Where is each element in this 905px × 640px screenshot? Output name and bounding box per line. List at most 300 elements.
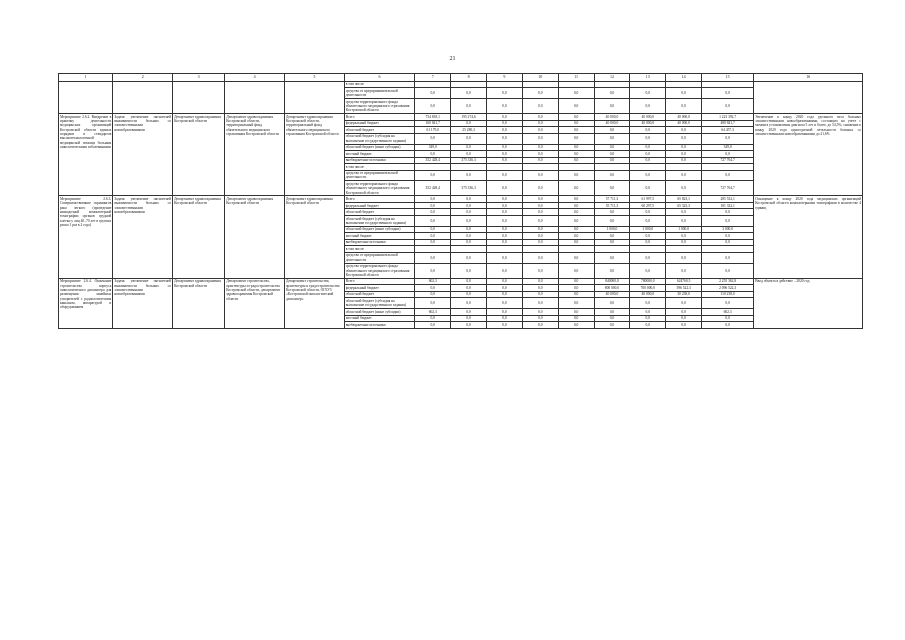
measure-name: Мероприятие 2.6.2. Внедрение в практику деятельности медицинских организаций Костромской области единых порядков и стандартов высокотехнологичной медицинской помощи больным онкологическими заболеваниями — [59, 114, 113, 196]
value-cell: 0,0 — [522, 151, 558, 158]
value-cell: 0,0 — [594, 263, 630, 278]
value-cell: 0,0 — [487, 315, 523, 322]
funding-source: в том числе: — [344, 246, 415, 253]
value-cell: 0,0 — [522, 252, 558, 263]
measure-name: Мероприятие 2.6.3. Совершенствование скринингов рака легкого (проведение низкодозной компьютерной томографии органов грудной клетки у лиц 40–70 лет в группах риска 1 раз в 2 года) — [59, 196, 113, 278]
value-cell: 0,0 — [666, 252, 702, 263]
measure-name: Мероприятие 2.6.4. Окончание строительства корпуса онкологического диспансера для размещения линейных ускорителей с радиологическим каньоном, аппаратурой и оборудованием — [59, 278, 113, 328]
value-cell: 0,0 — [558, 215, 594, 226]
value-cell: 1 000,0 — [594, 226, 630, 233]
empty-cell — [284, 81, 344, 113]
executor: Департамент здравоохранения Костромской области, территориальный фонд обязательного медицинского страхования Костромской области — [284, 114, 344, 196]
value-cell: 0,0 — [558, 133, 594, 144]
value-cell: 0,0 — [594, 233, 630, 240]
value-cell: 0,0 — [666, 181, 702, 196]
value-cell: 0,0 — [522, 144, 558, 151]
expected-result: Ввод объекта в действие – 2020 год — [754, 278, 863, 328]
task: Задача: увеличение пятилетней выживаемости больных со злокачественными новообразованиями — [113, 196, 173, 278]
value-cell: 0,0 — [702, 88, 754, 99]
value-cell: 0,0 — [487, 88, 523, 99]
responsible: Департамент здравоохранения Костромской области — [225, 196, 285, 278]
value-cell: 0,0 — [522, 133, 558, 144]
value-cell: 0,0 — [594, 215, 630, 226]
value-cell: 0,0 — [558, 151, 594, 158]
value-cell: 0,0 — [702, 315, 754, 322]
value-cell: 480 841,7 — [702, 120, 754, 127]
executor: Департамент здравоохранения Костромской области — [284, 196, 344, 278]
value-cell: 0,0 — [594, 144, 630, 151]
responsible: Департамент строительства, архитектуры и градостроительства Костромской области, департамент здравоохранения Костромской области — [225, 278, 285, 328]
column-number: 1 — [59, 74, 113, 82]
value-cell: 64 457,3 — [702, 127, 754, 134]
value-cell: 0,0 — [415, 196, 451, 203]
value-cell: 0,0 — [522, 239, 558, 246]
value-cell: 40 000,0 — [666, 114, 702, 121]
value-cell: 0,0 — [522, 315, 558, 322]
value-cell: 0,0 — [415, 226, 451, 233]
task: Задача: увеличение пятилетней выживаемости больных со злокачественными новообразованиями — [113, 278, 173, 328]
value-cell: 40 000,0 — [630, 291, 666, 298]
value-cell: 40 000,0 — [630, 114, 666, 121]
value-cell: 0,0 — [558, 127, 594, 134]
value-cell: 0,0 — [487, 309, 523, 316]
value-cell: 602,3 — [415, 309, 451, 316]
value-cell: 0,0 — [487, 298, 523, 309]
value-cell: 0,0 — [522, 291, 558, 298]
value-cell: 0,0 — [594, 309, 630, 316]
value-cell: 0,0 — [558, 196, 594, 203]
value-cell: 0,0 — [558, 263, 594, 278]
funding-source: внебюджетные источники — [344, 157, 415, 164]
value-cell: 0,0 — [594, 99, 630, 114]
executor: Департамент строительства, архитектуры и градостроительства Костромской области, ОГБУЗ «Костромской онкологический диспансер» — [284, 278, 344, 328]
value-cell: 349,0 — [702, 144, 754, 151]
value-cell: 0,0 — [522, 226, 558, 233]
value-cell: 2 096 522,3 — [702, 285, 754, 292]
empty-cell — [754, 81, 863, 113]
value-cell: 0,0 — [487, 181, 523, 196]
value-cell: 0,0 — [594, 298, 630, 309]
funding-source: в том числе: — [344, 164, 415, 171]
funding-source: в том числе: — [344, 81, 415, 88]
value-cell: 0,0 — [558, 278, 594, 285]
value-cell: 1 000,0 — [630, 226, 666, 233]
value-cell: 0,0 — [666, 151, 702, 158]
value-cell: 0,0 — [522, 127, 558, 134]
value-cell: 0,0 — [594, 181, 630, 196]
value-cell: 0,0 — [594, 133, 630, 144]
value-cell: 0,0 — [487, 127, 523, 134]
value-cell: 0,0 — [666, 209, 702, 216]
value-cell: 40 000,0 — [666, 120, 702, 127]
value-cell: 0,0 — [522, 233, 558, 240]
expected-result: Увеличение к концу 2020 года удельного веса больных злокачественными новообразованиями, состоящих на учете с момента установления диагноза 5 лет и более, до 54,5%; снижение к концу 2020 года одногодичной летальности больных со злокачественными новообразованиями до 21,6% — [754, 114, 863, 196]
funding-source: средства от предпринимательской деятельности — [344, 252, 415, 263]
coordinator: Департамент здравоохранения Костромской области — [173, 114, 225, 196]
value-cell: 0,0 — [487, 215, 523, 226]
value-cell: 0,0 — [451, 239, 487, 246]
value-cell: 0,0 — [522, 120, 558, 127]
value-cell: 65 823,1 — [666, 196, 702, 203]
value-cell: 0,0 — [451, 144, 487, 151]
value-cell: 0,0 — [415, 215, 451, 226]
value-cell: 0,0 — [558, 309, 594, 316]
value-cell: 0,0 — [630, 252, 666, 263]
task: Задача: увеличение пятилетней выживаемости больных со злокачественными новообразованиями — [113, 114, 173, 196]
funding-source: внебюджетные источники — [344, 239, 415, 246]
value-cell: 0,0 — [415, 209, 451, 216]
value-cell: 0,0 — [558, 315, 594, 322]
value-cell: 0,0 — [666, 315, 702, 322]
column-number: 8 — [451, 74, 487, 82]
value-cell: 0,0 — [558, 291, 594, 298]
header-row — [59, 74, 863, 82]
value-cell: 0,0 — [594, 322, 630, 329]
value-cell: 181 332,1 — [702, 202, 754, 209]
value-cell: 0,0 — [630, 133, 666, 144]
value-cell: 160 841,7 — [415, 120, 451, 127]
value-cell: 0,0 — [451, 151, 487, 158]
value-cell: 0,0 — [666, 144, 702, 151]
value-cell: 0,0 — [522, 196, 558, 203]
value-cell: 0,0 — [558, 170, 594, 181]
value-cell: 0,0 — [415, 151, 451, 158]
value-cell: 2 255 362,8 — [702, 278, 754, 285]
value-cell: 0,0 — [630, 315, 666, 322]
value-cell: 0,0 — [487, 133, 523, 144]
column-number: 2 — [113, 74, 173, 82]
value-cell: 1 000,0 — [666, 226, 702, 233]
value-cell: 352 428,4 — [415, 157, 451, 164]
empty-cell — [173, 81, 225, 113]
value-cell: 0,0 — [522, 170, 558, 181]
value-cell: 0,0 — [451, 133, 487, 144]
value-cell: 0,0 — [630, 309, 666, 316]
value-cell: 0,0 — [558, 285, 594, 292]
value-cell: 596 522,3 — [666, 285, 702, 292]
value-cell: 0,0 — [522, 202, 558, 209]
value-cell: 0,0 — [487, 252, 523, 263]
value-cell: 0,0 — [415, 202, 451, 209]
funding-source: Всего — [344, 196, 415, 203]
value-cell: 0,0 — [487, 291, 523, 298]
value-cell: 0,0 — [487, 239, 523, 246]
value-cell: 40 000,0 — [630, 120, 666, 127]
value-cell: 0,0 — [558, 114, 594, 121]
funding-source: средства территориального фонда обязательного медицинского страхования Костромской области — [344, 99, 415, 114]
value-cell: 0,0 — [487, 209, 523, 216]
value-cell: 0,0 — [522, 114, 558, 121]
value-cell: 61 997,5 — [630, 196, 666, 203]
column-number: 12 — [594, 74, 630, 82]
value-cell: 0,0 — [666, 215, 702, 226]
value-cell: 0,0 — [451, 291, 487, 298]
value-cell: 0,0 — [487, 226, 523, 233]
value-cell: 40 000,0 — [594, 291, 630, 298]
value-cell: 0,0 — [487, 196, 523, 203]
value-cell: 0,0 — [666, 170, 702, 181]
value-cell: 61 179,0 — [415, 127, 451, 134]
value-cell: 0,0 — [522, 181, 558, 196]
value-cell: 0,0 — [558, 252, 594, 263]
value-cell: 0,0 — [558, 88, 594, 99]
funding-source: внебюджетные источники — [344, 322, 415, 329]
value-cell: 0,0 — [666, 233, 702, 240]
value-cell: 0,0 — [558, 209, 594, 216]
value-cell: 0,0 — [630, 263, 666, 278]
value-cell: 0,0 — [415, 233, 451, 240]
funding-source: областной бюджет (субсидия на выполнение государственного задания) — [344, 133, 415, 144]
value-cell: 60 297,5 — [630, 202, 666, 209]
value-cell: 0,0 — [415, 252, 451, 263]
value-cell: 0,0 — [451, 233, 487, 240]
value-cell: 375 336,3 — [451, 181, 487, 196]
value-cell: 0,0 — [451, 285, 487, 292]
value-cell: 25 280,3 — [451, 127, 487, 134]
value-cell: 0,0 — [522, 157, 558, 164]
value-cell: 0,0 — [558, 144, 594, 151]
value-cell: 0,0 — [558, 239, 594, 246]
value-cell: 3 000,0 — [702, 226, 754, 233]
value-cell: 0,0 — [451, 252, 487, 263]
value-cell: 0,0 — [522, 215, 558, 226]
value-cell: 0,0 — [522, 322, 558, 329]
value-cell: 0,0 — [666, 239, 702, 246]
value-cell: 0,0 — [666, 88, 702, 99]
coordinator: Департамент здравоохранения Костромской области — [173, 278, 225, 328]
value-cell: 0,0 — [666, 309, 702, 316]
value-cell: 0,0 — [451, 215, 487, 226]
budget-table — [58, 73, 863, 329]
value-cell: 0,0 — [666, 263, 702, 278]
value-cell: 0,0 — [702, 233, 754, 240]
value-cell: 0,0 — [630, 170, 666, 181]
value-cell: 0,0 — [522, 88, 558, 99]
funding-source: средства территориального фонда обязательного медицинского страхования Костромской области — [344, 181, 415, 196]
value-cell: 0,0 — [415, 322, 451, 329]
value-cell: 0,0 — [451, 322, 487, 329]
value-cell: 0,0 — [415, 263, 451, 278]
value-cell: 0,0 — [630, 233, 666, 240]
value-cell: 0,0 — [415, 88, 451, 99]
value-cell: 0,0 — [487, 322, 523, 329]
value-cell: 0,0 — [630, 209, 666, 216]
column-number: 14 — [666, 74, 702, 82]
value-cell: 0,0 — [594, 315, 630, 322]
funding-source: Всего — [344, 278, 415, 285]
value-cell: 55 711,3 — [594, 202, 630, 209]
value-cell: 0,0 — [558, 322, 594, 329]
value-cell: 195 274,6 — [451, 114, 487, 121]
value-cell: 754 818,1 — [415, 114, 451, 121]
empty-cell — [113, 81, 173, 113]
value-cell: 0,0 — [487, 144, 523, 151]
value-cell: 0,0 — [487, 120, 523, 127]
value-cell: 0,0 — [451, 278, 487, 285]
value-cell: 0,0 — [522, 263, 558, 278]
value-cell: 0,0 — [558, 181, 594, 196]
column-number: 9 — [487, 74, 523, 82]
value-cell: 0,0 — [702, 99, 754, 114]
value-cell: 0,0 — [451, 209, 487, 216]
column-number: 3 — [173, 74, 225, 82]
column-number: 5 — [284, 74, 344, 82]
value-cell: 727 764,7 — [702, 181, 754, 196]
funding-source: областной бюджет — [344, 209, 415, 216]
value-cell: 0,0 — [487, 114, 523, 121]
value-cell: 0,0 — [451, 263, 487, 278]
value-cell: 0,0 — [558, 233, 594, 240]
funding-source: Всего — [344, 114, 415, 121]
value-cell: 0,0 — [451, 170, 487, 181]
funding-source: средства от предпринимательской деятельности — [344, 170, 415, 181]
value-cell: 0,0 — [594, 157, 630, 164]
value-cell: 285 532,1 — [702, 196, 754, 203]
value-cell: 0,0 — [451, 120, 487, 127]
funding-source: областной бюджет (субсидия на выполнение государственного задания) — [344, 215, 415, 226]
column-number: 11 — [558, 74, 594, 82]
value-cell: 800 000,0 — [594, 285, 630, 292]
funding-source: областной бюджет (иные субсидии) — [344, 144, 415, 151]
value-cell: 0,0 — [594, 88, 630, 99]
value-cell: 0,0 — [558, 298, 594, 309]
value-cell: 0,0 — [630, 127, 666, 134]
value-cell: 0,0 — [702, 133, 754, 144]
page-number: 21 — [449, 56, 456, 62]
value-cell: 0,0 — [451, 226, 487, 233]
value-cell: 0,0 — [415, 291, 451, 298]
value-cell: 0,0 — [702, 239, 754, 246]
empty-cell — [59, 81, 113, 113]
funding-source: областной бюджет — [344, 291, 415, 298]
funding-source: федеральный бюджет — [344, 120, 415, 127]
value-cell: 0,0 — [702, 263, 754, 278]
funding-source: областной бюджет (иные субсидии) — [344, 309, 415, 316]
value-cell: 0,0 — [666, 157, 702, 164]
value-cell: 1 223 392,7 — [702, 114, 754, 121]
value-cell: 0,0 — [415, 298, 451, 309]
value-cell: 352 428,4 — [415, 181, 451, 196]
value-cell: 0,0 — [522, 309, 558, 316]
column-number: 13 — [630, 74, 666, 82]
value-cell: 0,0 — [451, 309, 487, 316]
responsible: Департамент здравоохранения Костромской области, территориальный фонд обязательного медицинского страхования Костромской области — [225, 114, 285, 196]
funding-source: средства от предпринимательской деятельности — [344, 88, 415, 99]
value-cell: 0,0 — [522, 278, 558, 285]
value-cell: 0,0 — [487, 202, 523, 209]
value-cell: 0,0 — [594, 209, 630, 216]
value-cell: 0,0 — [487, 263, 523, 278]
value-cell: 0,0 — [630, 157, 666, 164]
value-cell: 0,0 — [702, 170, 754, 181]
value-cell: 624760,5 — [666, 278, 702, 285]
value-cell: 0,0 — [630, 215, 666, 226]
value-cell: 700 000,0 — [630, 285, 666, 292]
value-cell: 0,0 — [630, 181, 666, 196]
value-cell: 0,0 — [487, 151, 523, 158]
value-cell: 349,0 — [415, 144, 451, 151]
value-cell: 602,3 — [415, 278, 451, 285]
value-cell: 0,0 — [487, 285, 523, 292]
value-cell: 780000,0 — [630, 278, 666, 285]
value-cell: 0,0 — [702, 209, 754, 216]
funding-source: федеральный бюджет — [344, 285, 415, 292]
value-cell: 0,0 — [415, 133, 451, 144]
value-cell: 0,0 — [415, 170, 451, 181]
value-cell: 0,0 — [630, 99, 666, 114]
value-cell: 0,0 — [666, 99, 702, 114]
value-cell: 0,0 — [487, 157, 523, 164]
value-cell: 0,0 — [630, 151, 666, 158]
value-cell: 0,0 — [630, 144, 666, 151]
value-cell: 0,0 — [487, 278, 523, 285]
funding-source: федеральный бюджет — [344, 202, 415, 209]
value-cell: 0,0 — [630, 88, 666, 99]
value-cell: 0,0 — [702, 151, 754, 158]
value-cell: 0,0 — [594, 252, 630, 263]
value-cell: 840000,0 — [594, 278, 630, 285]
value-cell: 0,0 — [558, 226, 594, 233]
value-cell: 0,0 — [522, 285, 558, 292]
value-cell: 0,0 — [451, 202, 487, 209]
value-cell: 40 000,0 — [594, 120, 630, 127]
empty-cell — [225, 81, 285, 113]
value-cell: 0,0 — [702, 298, 754, 309]
value-cell: 0,0 — [415, 239, 451, 246]
value-cell: 0,0 — [558, 99, 594, 114]
value-cell: 0,0 — [594, 239, 630, 246]
column-number: 4 — [225, 74, 285, 82]
value-cell: 602,3 — [702, 309, 754, 316]
value-cell: 375 336,3 — [451, 157, 487, 164]
column-number: 6 — [344, 74, 415, 82]
value-cell: 0,0 — [451, 298, 487, 309]
value-cell: 0,0 — [594, 127, 630, 134]
value-cell: 0,0 — [702, 252, 754, 263]
column-number: 10 — [522, 74, 558, 82]
funding-source: областной бюджет (субсидия на выполнение государственного задания) — [344, 298, 415, 309]
value-cell: 0,0 — [558, 202, 594, 209]
value-cell: 0,0 — [558, 120, 594, 127]
value-cell: 0,0 — [594, 170, 630, 181]
value-cell: 0,0 — [451, 196, 487, 203]
value-cell: 0,0 — [522, 209, 558, 216]
funding-source: местный бюджет — [344, 233, 415, 240]
column-number: 15 — [702, 74, 754, 82]
value-cell: 0,0 — [702, 322, 754, 329]
value-cell: 727 764,7 — [702, 157, 754, 164]
value-cell: 65 323,3 — [666, 202, 702, 209]
value-cell: 0,0 — [415, 99, 451, 114]
expected-result: Оснащение к концу 2020 года медицинских организаций Костромской области компьютерными томографами в количестве 4 единиц — [754, 196, 863, 278]
funding-source: областной бюджет (иные субсидии) — [344, 226, 415, 233]
value-cell: 110 238,0 — [702, 291, 754, 298]
value-cell: 0,0 — [666, 127, 702, 134]
value-cell: 0,0 — [630, 322, 666, 329]
column-number: 16 — [754, 74, 863, 82]
value-cell: 0,0 — [451, 88, 487, 99]
value-cell: 0,0 — [594, 151, 630, 158]
value-cell: 0,0 — [487, 170, 523, 181]
value-cell: 0,0 — [415, 315, 451, 322]
funding-source: местный бюджет — [344, 315, 415, 322]
value-cell: 0,0 — [415, 285, 451, 292]
value-cell: 0,0 — [558, 157, 594, 164]
value-cell: 0,0 — [666, 298, 702, 309]
value-cell: 0,0 — [451, 315, 487, 322]
value-cell: 0,0 — [487, 233, 523, 240]
value-cell: 0,0 — [630, 239, 666, 246]
